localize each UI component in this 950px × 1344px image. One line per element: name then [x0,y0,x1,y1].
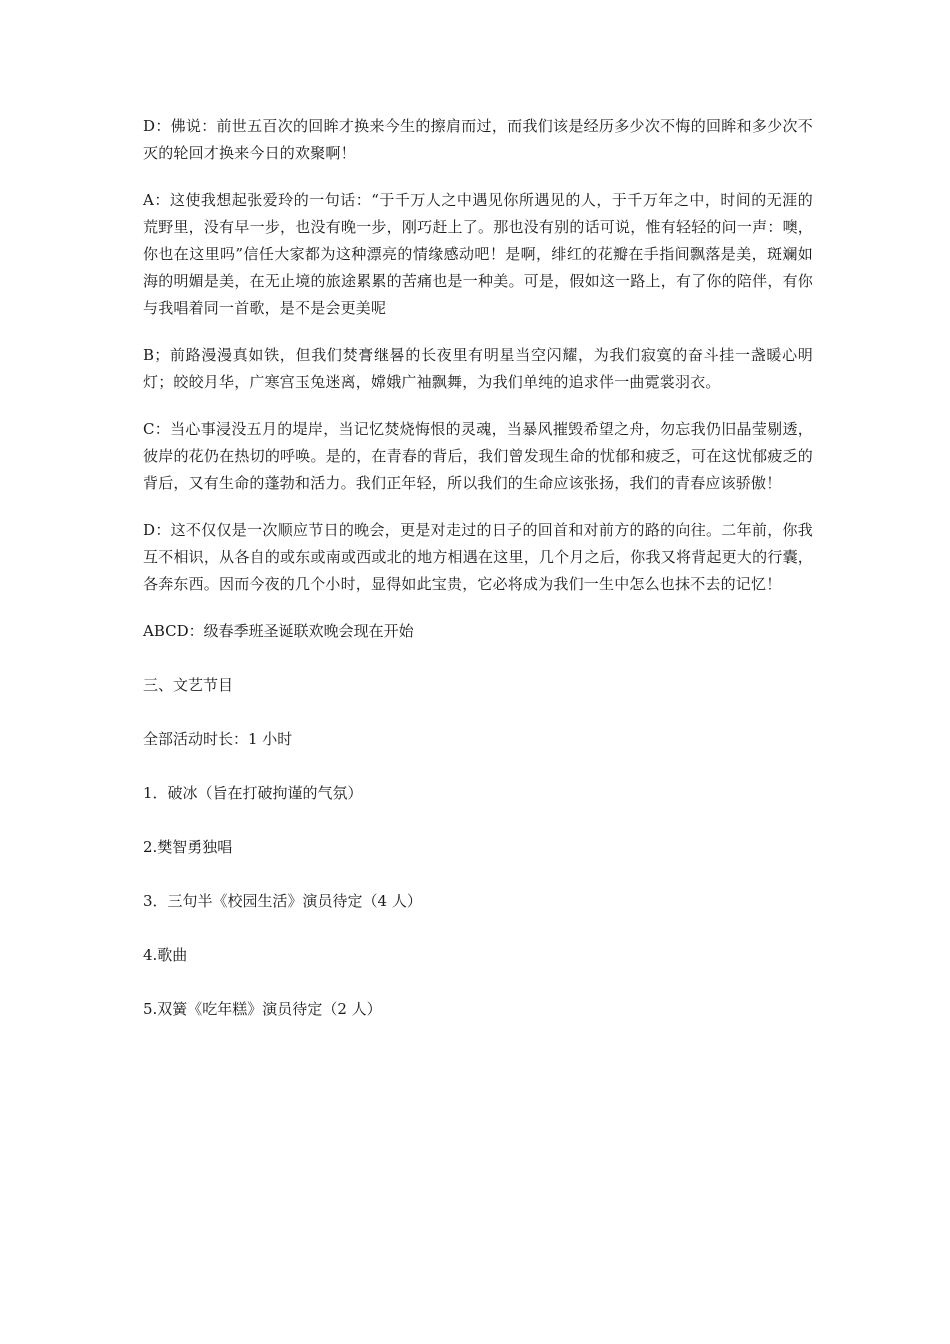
program-item: 4.歌曲 [143,946,188,964]
paragraph-c: C：当心事浸没五月的堤岸，当记忆焚烧悔恨的灵魂，当暴风摧毁希望之舟，勿忘我仍旧晶莹剔透，彼岸的花仍在热切的呼唤。是的，在青春的背后，我们曾发现生命的忧郁和疲乏，可在这忧郁疲乏的背后，又有生命的蓬勃和活力。我们正年轻，所以我们的生命应该张扬，我们的青春应该骄傲！ [143,420,813,492]
program-item: 5.双簧《吃年糕》演员待定（2 人） [143,1000,382,1018]
paragraph-d-closing: D：这不仅仅是一次顺应节日的晚会，更是对走过的日子的回首和对前方的路的向往。二年前，你我互不相识，从各自的或东或南或西或北的地方相遇在这里，几个月之后，你我又将背起更大的行囊，各奔东西。因而今夜的几个小时，显得如此宝贵，它必将成为我们一生中怎么也抹不去的记忆！ [143,521,813,593]
document-page [143,113,813,1050]
opening-announcement: ABCD：级春季班圣诞联欢晚会现在开始 [143,622,414,640]
program-item: 1．破冰（旨在打破拘谨的气氛） [143,784,363,802]
program-item: 2.樊智勇独唱 [143,838,233,856]
paragraph-b: B；前路漫漫真如铁，但我们焚膏继晷的长夜里有明星当空闪耀，为我们寂寞的奋斗挂一盏暖心明灯；皎皎月华，广寒宫玉兔迷离，嫦娥广袖飘舞，为我们单纯的追求伴一曲霓裳羽衣。 [143,346,813,391]
duration-line: 全部活动时长：1 小时 [143,730,293,748]
program-item: 3．三句半《校园生活》演员待定（4 人） [143,892,422,910]
paragraph-a: A：这使我想起张爱玲的一句话：“于千万人之中遇见你所遇见的人，于千万年之中，时间的无涯的荒野里，没有早一步，也没有晚一步，刚巧赶上了。那也没有别的话可说，惟有轻轻的问一声：噢，你也在这里吗”信任大家都为这种漂亮的情缘感动吧！是啊，绯红的花瓣在手指间飘落是美，斑斓如海的明媚是美，在无止境的旅途累累的苦痛也是一种美。可是，假如这一路上，有了你的陪伴，有你与我唱着同一首歌，是不是会更美呢 [143,191,813,317]
paragraph-d-intro: D：佛说：前世五百次的回眸才换来今生的擦肩而过，而我们该是经历多少次不悔的回眸和多少次不灭的轮回才换来今日的欢聚啊！ [143,117,813,162]
section-heading: 三、文艺节目 [143,676,234,694]
